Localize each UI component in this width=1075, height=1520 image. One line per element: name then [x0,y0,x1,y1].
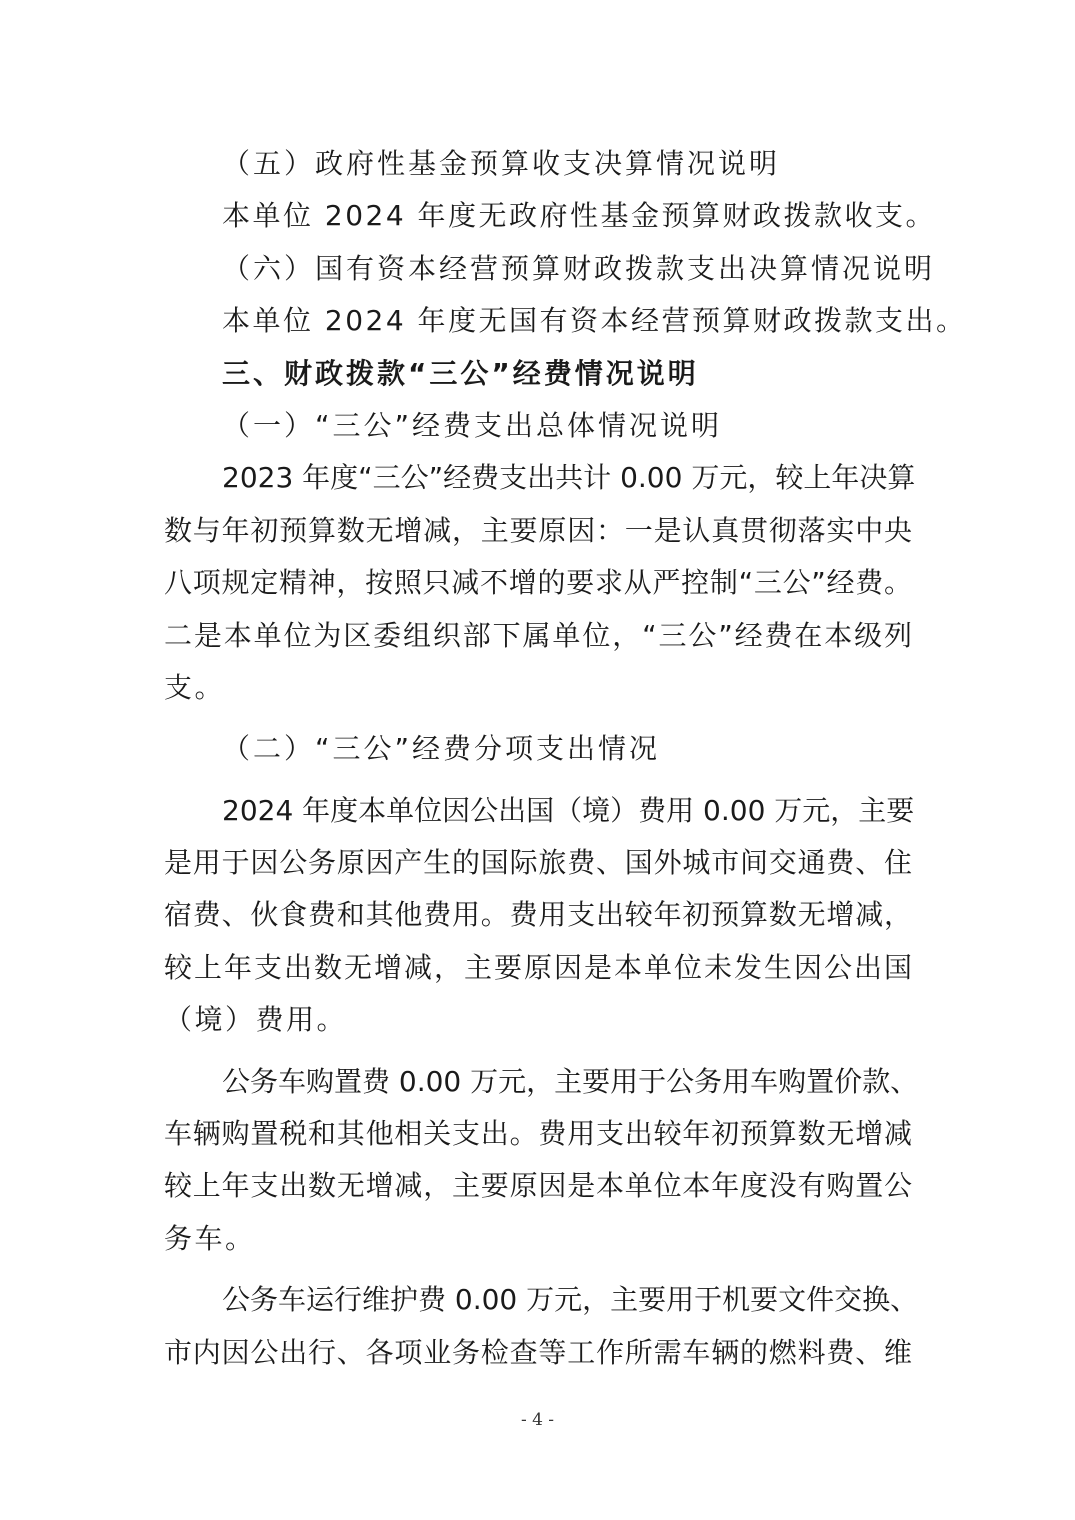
page-number: - 4 - [520,1410,555,1430]
paragraph-vehicle-maintenance-line: 公务车运行维护费 0.00 万元，主要用于机要文件交换、 [222,1283,919,1317]
paragraph-vehicle-maintenance-line: 市内因公出行、各项业务检查等工作所需车辆的燃料费、维 [164,1335,912,1369]
paragraph-overseas-line: 是用于因公务原因产生的国际旅费、国外城市间交通费、住 [164,846,912,880]
paragraph-vehicle-purchase-line: 较上年支出数无增减，主要原因是本单位本年度没有购置公 [164,1169,912,1203]
subheading-state-capital: （六）国有资本经营预算财政拨款支出决算情况说明 [222,251,936,285]
paragraph-overall-line: 2023 年度“三公”经费支出共计 0.00 万元，较上年决算 [222,461,916,495]
paragraph-overall-line: 数与年初预算数无增减，主要原因：一是认真贯彻落实中央 [164,513,912,547]
paragraph-overseas-line: （境）费用。 [164,1003,348,1037]
paragraph-overall-line: 支。 [164,670,226,704]
paragraph-state-capital: 本单位 2024 年度无国有资本经营预算财政拨款支出。 [222,304,967,338]
paragraph-overall-line: 二是本单位为区委组织部下属单位，“三公”经费在本级列 [164,618,912,652]
paragraph-vehicle-purchase-line: 务车。 [164,1221,256,1255]
paragraph-vehicle-purchase-line: 公务车购置费 0.00 万元，主要用于公务用车购置价款、 [222,1064,919,1098]
paragraph-overall-line: 八项规定精神，按照只减不增的要求从严控制“三公”经费。 [164,566,912,600]
paragraph-overseas-line: 较上年支出数无增减，主要原因是本单位未发生因公出国 [164,950,912,984]
subheading-itemized: （二）“三公”经费分项支出情况 [222,732,661,766]
subheading-government-fund: （五）政府性基金预算收支决算情况说明 [222,147,781,180]
paragraph-vehicle-purchase-line: 车辆购置税和其他相关支出。费用支出较年初预算数无增减 [164,1117,912,1151]
paragraph-overseas-line: 宿费、伙食费和其他费用。费用支出较年初预算数无增减， [164,898,912,932]
paragraph-overseas-line: 2024 年度本单位因公出国（境）费用 0.00 万元，主要 [222,793,915,827]
subheading-overall: （一）“三公”经费支出总体情况说明 [222,408,723,442]
document-body [164,138,967,1379]
paragraph-government-fund: 本单位 2024 年度无政府性基金预算财政拨款收支。 [222,199,937,233]
section-heading-three-public: 三、财政拨款“三公”经费情况说明 [222,356,699,390]
